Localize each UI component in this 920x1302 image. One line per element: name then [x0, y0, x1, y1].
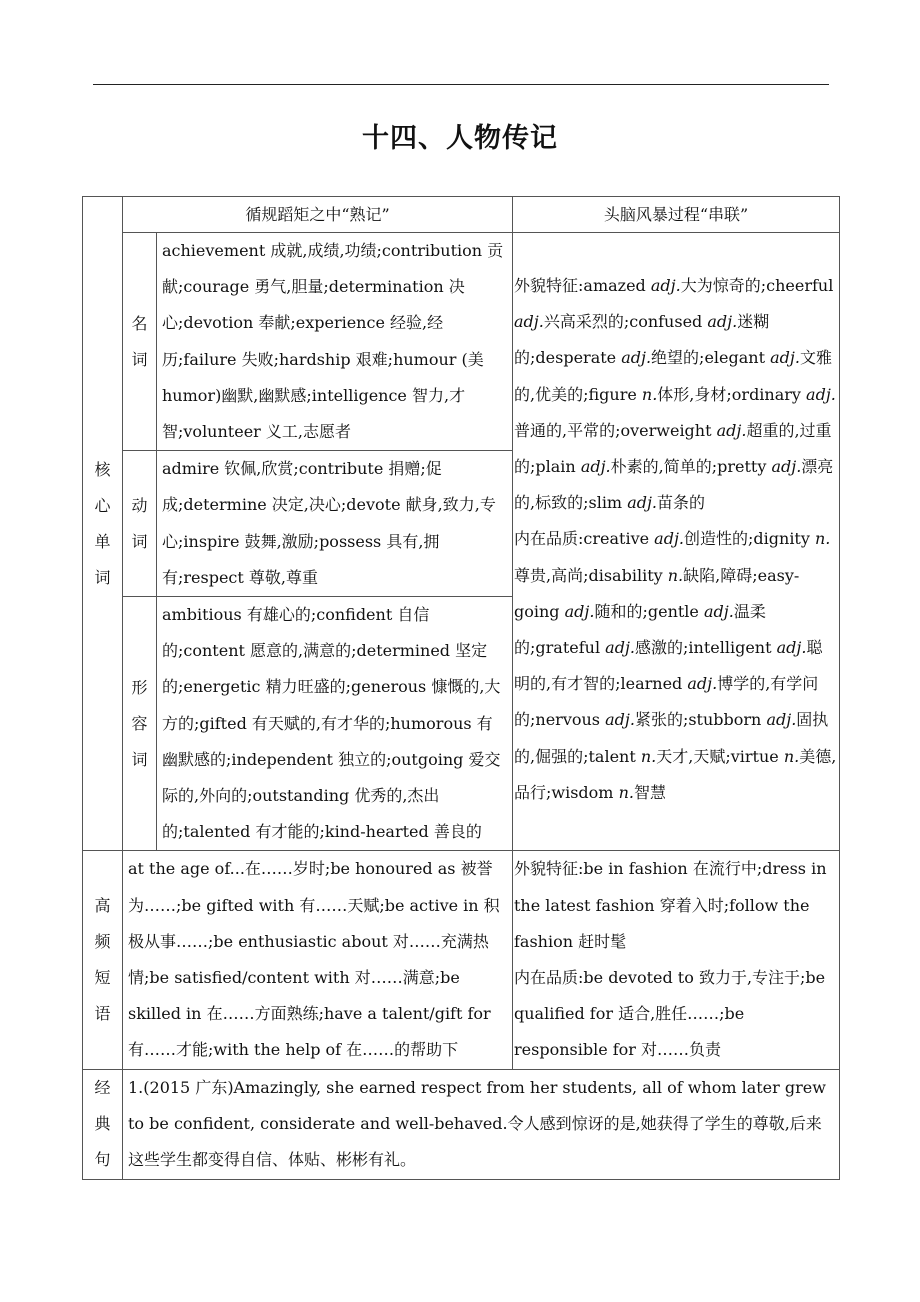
- sentences-label: 经典句: [83, 1069, 123, 1179]
- vocab-entry: overweight adj.超重的,过重的;: [514, 420, 832, 477]
- vocab-entry: dignity n.尊贵,高尚;: [514, 529, 831, 585]
- vocab-entry: confused adj.迷糊的;: [514, 312, 770, 368]
- part-of-speech: n.: [783, 746, 800, 766]
- vocab-entry: grateful adj.感激的;: [535, 638, 689, 658]
- appearance-list: [514, 276, 836, 512]
- vocab-entry: learned adj.博学的,有学问的;: [514, 674, 819, 730]
- quality-label: 内在品质:: [514, 529, 584, 549]
- phrases-left: at the age of...在……岁时;be honoured as 被誉为……;be gifted with 有……天赋;be active in 积极从事……;be enthusiastic about 对……充满热情;be satisfied/content with 对……满意;be skilled in 在……方面熟练;have a talent/gift for 有……才能;with the help of 在……的帮助下: [123, 851, 513, 1069]
- part-of-speech: n.: [641, 384, 658, 404]
- header-right: 头脑风暴过程“串联”: [513, 197, 840, 233]
- part-of-speech: adj.: [716, 420, 747, 440]
- part-of-speech: adj.: [766, 710, 797, 730]
- vocab-entry: pretty adj.漂亮的,标致的;: [514, 457, 834, 513]
- phrases-label: 高频短语: [83, 851, 123, 1069]
- vocab-entry: wisdom n.智慧: [551, 782, 666, 802]
- vocab-entry: stubborn adj.固执的,倔强的;: [514, 710, 829, 766]
- vocab-entry: slim adj.苗条的: [588, 493, 706, 513]
- part-of-speech: adj.: [771, 457, 802, 477]
- vocab-entry: disability n.缺陷,障碍;: [588, 565, 758, 585]
- phrases-row: [83, 851, 840, 1069]
- part-of-speech: adj.: [605, 638, 635, 658]
- nouns-text: achievement 成就,成绩,功绩;contribution 贡献;courage 勇气,胆量;determination 决心;devotion 奉献;experience 经验,经历;failure 失败;hardship 艰难;humour (美 humor)幽默,幽默感;intelligence 智力,才智;volunteer 义工,志愿者: [157, 233, 513, 451]
- part-of-speech: adj.: [627, 493, 658, 513]
- verbs-text: admire 钦佩,欣赏;contribute 捐赠;促成;determine 决定,决心;devote 献身,致力,专心;inspire 鼓舞,激励;possess 具有,拥有;respect 尊敬,尊重: [157, 451, 513, 597]
- phrases-appearance: 外貌特征:be in fashion 在流行中;dress in the latest fashion 穿着入时;follow the fashion 赶时髦: [514, 859, 827, 951]
- part-of-speech: adj.: [806, 384, 836, 404]
- core-words-right: [513, 233, 840, 851]
- adjectives-text: ambitious 有雄心的;confident 自信的;content 愿意的,满意的;determined 坚定的;energetic 精力旺盛的;generous 慷慨的,大方的;gifted 有天赋的,有才华的;humorous 有幽默感的;independent 独立的;outgoing 爱交际的,外向的;outstanding 优秀的,杰出的;talented 有才能的;kind-hearted 善良的: [157, 597, 513, 851]
- vocab-entry: creative adj.创造性的;: [583, 529, 754, 549]
- part-of-speech: adj.: [514, 312, 544, 332]
- vocab-entry: intelligent adj.聪明的,有才智的;: [514, 638, 823, 694]
- phrases-right: [513, 851, 840, 1069]
- part-of-speech: adj.: [654, 529, 684, 549]
- phrases-quality: 内在品质:be devoted to 致力于,专注于;be qualified for 适合,胜任……;be responsible for 对……负责: [514, 968, 826, 1060]
- adjectives-label: 形容词: [123, 597, 157, 851]
- vocab-entry: cheerful adj.兴高采烈的;: [514, 276, 834, 332]
- part-of-speech: adj.: [707, 312, 738, 332]
- verbs-label: 动词: [123, 451, 157, 597]
- vocab-entry: elegant adj.文雅的,优美的;: [514, 348, 832, 404]
- part-of-speech: adj.: [776, 638, 807, 658]
- vocab-entry: easy-going adj.随和的;: [514, 565, 800, 621]
- quality-list: [514, 529, 836, 801]
- vocab-entry: nervous adj.紧张的;: [535, 710, 689, 730]
- part-of-speech: adj.: [605, 710, 635, 730]
- vocab-entry: desperate adj.绝望的;: [535, 348, 705, 368]
- part-of-speech: adj.: [687, 674, 718, 694]
- appearance-label: 外貌特征:: [514, 276, 584, 295]
- nouns-label: 名词: [123, 233, 157, 451]
- part-of-speech: n.: [618, 782, 634, 802]
- table-header-row: [83, 197, 840, 233]
- vocab-entry: gentle adj.温柔的;: [514, 601, 766, 658]
- part-of-speech: n.: [814, 529, 831, 549]
- part-of-speech: n.: [667, 565, 684, 585]
- part-of-speech: adj.: [650, 276, 681, 295]
- vocab-table: [82, 196, 840, 1180]
- part-of-speech: adj.: [564, 601, 595, 621]
- core-words-label: 核心单词: [83, 197, 123, 851]
- part-of-speech: adj.: [621, 348, 652, 368]
- vocab-entry: plain adj.朴素的,简单的;: [535, 457, 718, 477]
- part-of-speech: adj.: [703, 601, 734, 621]
- top-rule: [93, 84, 829, 85]
- vocab-entry: talent n.天才,天赋;: [588, 746, 731, 766]
- nouns-row: [83, 233, 840, 451]
- sentences-row: [83, 1069, 840, 1179]
- header-left: 循规蹈矩之中“熟记”: [123, 197, 513, 233]
- vocab-entry: figure n.体形,身材;: [588, 384, 732, 404]
- part-of-speech: adj.: [770, 348, 800, 368]
- part-of-speech: n.: [640, 746, 657, 766]
- sentences-text: 1.(2015 广东)Amazingly, she earned respect from her students, all of whom later grew to be confident, considerate and well-behaved.令人感到惊讶的是,她获得了学生的尊敬,后来这些学生都变得自信、体贴、彬彬有礼。: [123, 1069, 840, 1179]
- vocab-entry: ordinary adj.普通的,平常的;: [514, 384, 836, 440]
- vocab-entry: amazed adj.大为惊奇的;: [583, 276, 767, 295]
- page-title: 十四、人物传记: [362, 123, 558, 154]
- vocab-entry: virtue n.美德,品行;: [514, 746, 837, 802]
- part-of-speech: adj.: [580, 457, 611, 477]
